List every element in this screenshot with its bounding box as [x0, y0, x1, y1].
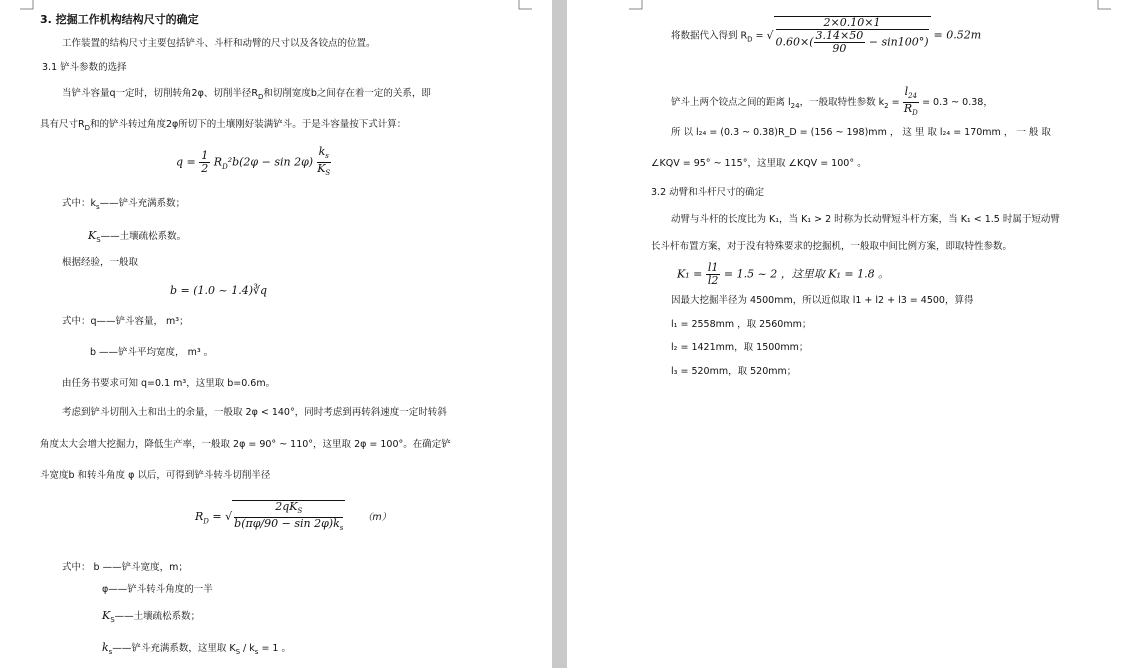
- paragraph-line: 动臂与斗杆的长度比为 K₁，当 K₁ > 2 时称为长动臂短斗杆方案，当 K₁ < 1.5 时属于短动臂: [671, 214, 1060, 225]
- paragraph-line: 具有尺寸$R_D$和的铲斗转过角度2φ所切下的土壤刚好装满铲斗。于是斗容量按下式计算：: [40, 119, 407, 132]
- where-b: b ——铲斗平均宽度， m³ 。: [90, 347, 214, 358]
- subsection-heading-3-1: 3.1 铲斗参数的选择: [42, 62, 127, 73]
- equation-bucket-capacity: q = $\frac{1}{2}$ $R_D^2b(2\varphi - \sin 2\varphi)$ $\frac{k_s}{K_S}$: [176, 145, 331, 178]
- right-page: [567, 0, 1127, 668]
- equation-cutting-radius: $R_D$ = √ $\frac{2qK_S}{b(\pi\varphi/90 - \sin 2\varphi)k_s}$ （m）: [195, 500, 392, 533]
- intro-paragraph: 工作装置的结构尺寸主要包括铲斗、斗杆和动臂的尺寸以及各铰点的位置。: [62, 38, 376, 49]
- where-list-ks: $K_S——$土壤疏松系数；: [102, 609, 201, 624]
- where-list-k: $k_s——$铲斗充满系数，这里取 $K_S / k_s = 1$ 。: [102, 641, 292, 656]
- paragraph-line: 所 以 l₂₄ = (0.3 ~ 0.38)R_D = (156 ~ 198)mm ， 这 里 取 l₂₄ = 170mm ， 一 般 取: [671, 127, 1051, 138]
- paragraph-line: 角度太大会增大挖掘力，降低生产率，一般取 2φ = 90° ~ 110°，这里取 2φ = 100°。在确定铲: [40, 439, 451, 450]
- crop-mark-icon: [1097, 0, 1111, 10]
- section-heading: 3. 挖掘工作机构结构尺寸的确定: [40, 13, 199, 26]
- where-soil: $K_S——$土壤疏松系数。: [88, 229, 187, 244]
- subsection-heading-3-2: 3.2 动臂和斗杆尺寸的确定: [651, 187, 765, 198]
- where-q: 式中：q——铲斗容量， m³；: [62, 316, 189, 327]
- paragraph-line: ∠KQV = 95° ~ 115°，这里取 ∠KQV = 100° 。: [651, 158, 867, 169]
- paragraph-line: 铲斗上两个铰点之间的距离 $l_{24}$，一般取特性参数 $k_2$ = $\frac{l_{24}}{R_D}$ = 0.3 ~ 0.38，: [671, 85, 993, 118]
- equation-width: b = (1.0 ~ 1.4)∛q: [170, 284, 268, 297]
- dimension-l2: l₂ = 1421mm，取 1500mm；: [671, 342, 809, 353]
- crop-mark-icon: [20, 0, 34, 10]
- crop-mark-icon: [518, 0, 532, 10]
- dimension-l1: l₁ = 2558mm ，取 2560mm；: [671, 319, 812, 330]
- equation-k1: K₁ = $\frac{l1}{l2}$ = 1.5 ~ 2 ，这里取 K₁ = 1.8 。: [677, 261, 890, 287]
- paragraph-line: 当铲斗容量q一定时，切削转角2φ、切削半径$R_D$和切削宽度b之间存在着一定的关系，即: [62, 88, 431, 101]
- paragraph-line: 由任务书要求可知 q=0.1 m³，这里取 b=0.6m。: [62, 378, 276, 389]
- paragraph-line: 长斗杆布置方案，对于没有特殊要求的挖掘机，一般取中间比例方案，即取特性参数。: [651, 241, 1013, 252]
- where-ks: 式中：$k_s——$铲斗充满系数；: [62, 198, 186, 211]
- paragraph-line: 斗宽度b 和转斗角度 φ 以后，可得到铲斗转斗切削半径: [40, 470, 271, 481]
- where-list-phi: φ——铲斗转斗角度的一半: [102, 584, 213, 595]
- equation-substitution: 将数据代入得到 $R_D$ = √ 2×0.10×1 0.60×( $\frac{3.14\times 50}{90}$ − sin100°) = 0.52m: [671, 16, 982, 55]
- paragraph-line: 根据经验，一般取: [62, 257, 139, 268]
- left-page: [0, 0, 552, 668]
- crop-mark-icon: [629, 0, 643, 10]
- page-gutter: [552, 0, 567, 668]
- dimension-l3: l₃ = 520mm，取 520mm；: [671, 366, 797, 377]
- where-list-b: 式中： b ——铲斗宽度，m；: [62, 562, 188, 573]
- paragraph-line: 考虑到铲斗切削入土和出土的余量，一般取 2φ < 140°，同时考虑到再转斜速度一定时转斜: [62, 407, 447, 418]
- paragraph-line: 因最大挖掘半径为 4500mm，所以近似取 l1 + l2 + l3 = 4500，算得: [671, 295, 974, 306]
